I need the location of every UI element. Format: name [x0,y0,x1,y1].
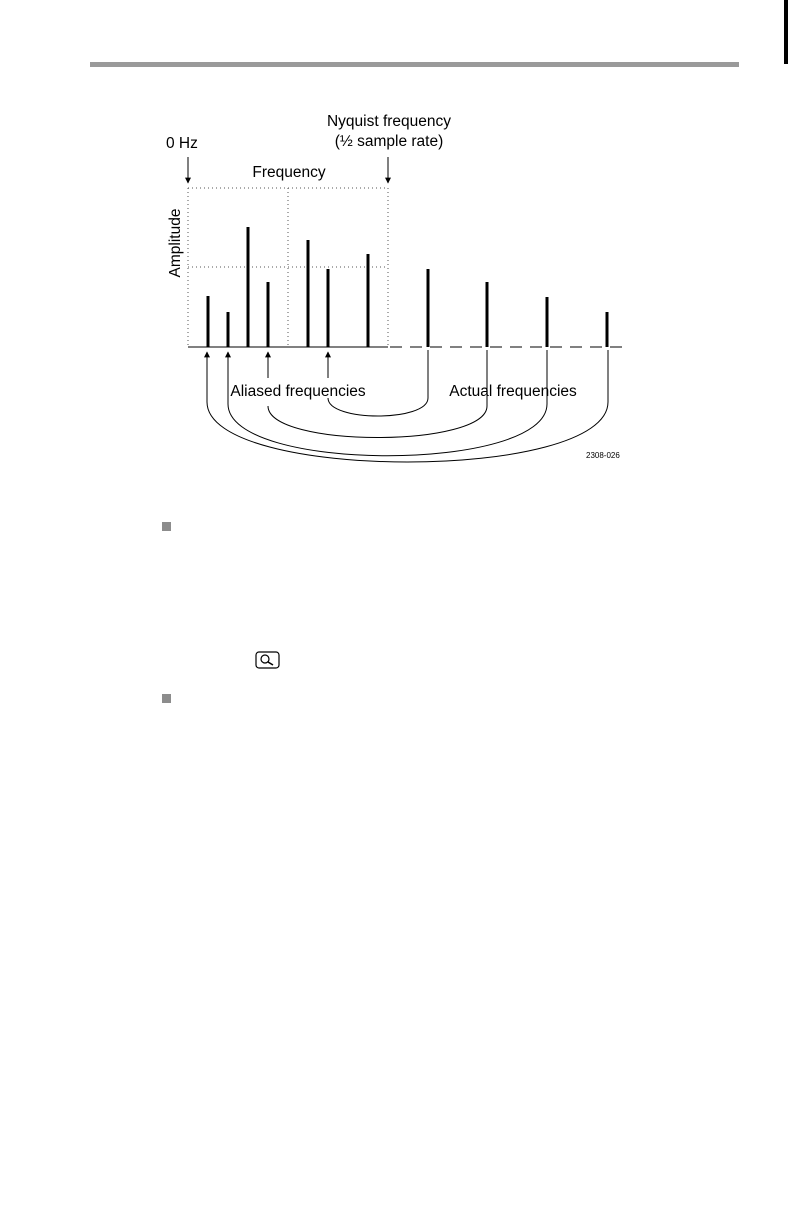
nyquist-label-line1: Nyquist frequency [326,113,452,130]
zero-hz-label: 0 Hz [166,135,198,152]
nyquist-label-line2: (½ sample rate) [334,133,444,150]
aliased-frequencies-label: Aliased frequencies [230,383,366,400]
magnifier-key-icon [255,651,280,669]
graticule-frame [188,188,388,347]
alias-connectors [207,350,608,462]
alias-arrow-4 [228,350,547,456]
frequency-axis-label: Frequency [252,164,326,181]
actual-frequencies-label: Actual frequencies [449,383,577,400]
alias-arrow-3 [207,350,608,462]
graticule [188,188,622,347]
aliasing-diagram [0,0,792,520]
figure-id: 2308-026 [586,451,620,460]
square-bullet-icon [162,522,171,531]
spectral-lines [208,227,607,347]
amplitude-axis-label: Amplitude [167,208,184,278]
square-bullet-icon [162,694,171,703]
